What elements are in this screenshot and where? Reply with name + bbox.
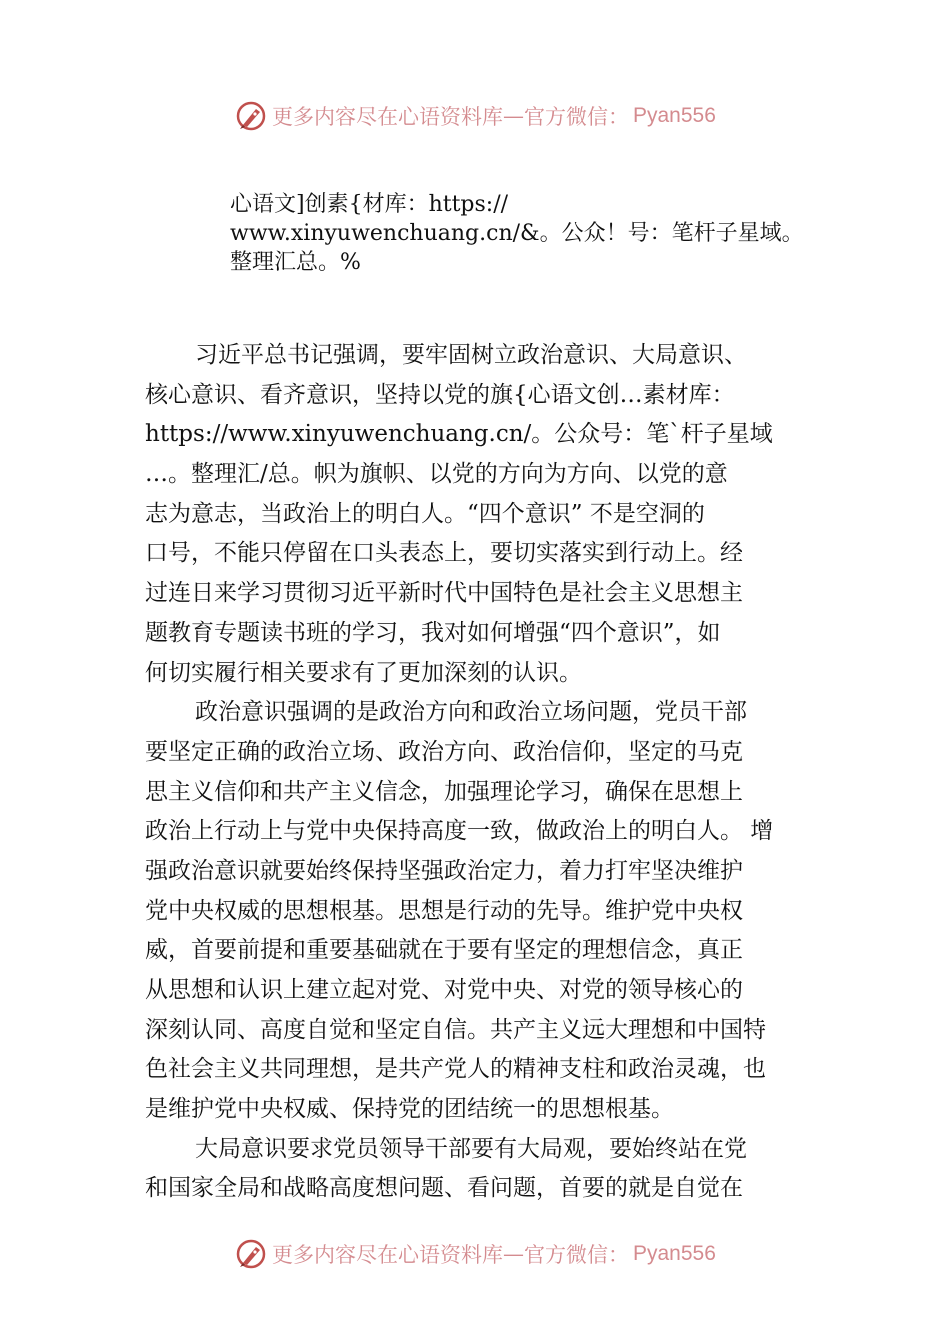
body-line: 志为意志，当政治上的明白人。“四个意识” 不是空洞的	[145, 500, 705, 527]
body-line: 是维护党中央权威、保持党的团结统一的思想根基。	[145, 1096, 674, 1123]
watermark-handle: Pyan556	[633, 1242, 716, 1265]
header-note-line: www.xinyuwenchuang.cn/&。公众！号：笔杆子星域。	[230, 221, 804, 246]
header-watermark	[234, 96, 716, 136]
body-line: 深刻认同、高度自觉和坚定自信。共产主义远大理想和中国特	[145, 1016, 766, 1043]
document-body	[145, 336, 835, 1209]
pen-nib-logo-icon	[234, 1237, 268, 1271]
body-line: 何切实履行相关要求有了更加深刻的认识。	[145, 659, 582, 686]
watermark-separator: —	[503, 1242, 524, 1266]
header-note-line: 整理汇总。%	[230, 250, 361, 275]
watermark-handle: Pyan556	[633, 104, 716, 127]
body-line: https://www.xinyuwenchuang.cn/。公众号：笔`杆子星域	[145, 421, 773, 448]
watermark-separator: —	[503, 104, 524, 128]
body-line: 核心意识、看齐意识，坚持以党的旗{心语文创…素材库：	[145, 381, 735, 408]
body-line: 政治上行动上与党中央保持高度一致，做政治上的明白人。 增	[145, 818, 774, 845]
body-line: 色社会主义共同理想，是共产党人的精神支柱和政治灵魂，也	[145, 1056, 766, 1083]
watermark-text: 更多内容尽在心语资料库	[272, 1243, 503, 1267]
body-line: 习近平总书记强调，要牢固树立政治意识、大局意识、	[195, 342, 747, 368]
pen-nib-logo-icon	[234, 99, 268, 133]
watermark-text: 更多内容尽在心语资料库	[272, 105, 503, 129]
body-line: 大局意识要求党员领导干部要有大局观，要始终站在党	[195, 1135, 747, 1162]
body-line: 政治意识强调的是政治方向和政治立场问题，党员干部	[195, 699, 747, 726]
body-line: 强政治意识就要始终保持坚强政治定力，着力打牢坚决维护	[145, 857, 743, 884]
footer-watermark	[234, 1234, 716, 1274]
body-line: 威，首要前提和重要基础就在于要有坚定的理想信念，真正	[145, 937, 743, 964]
watermark-wechat-label: 官方微信：	[524, 1243, 629, 1267]
body-line: 党中央权威的思想根基。思想是行动的先导。维护党中央权	[145, 897, 743, 924]
body-line: 和国家全局和战略高度想问题、看问题，首要的就是自觉在	[145, 1175, 743, 1202]
watermark-wechat-label: 官方微信：	[524, 105, 629, 129]
body-line: …。整理汇/总。帜为旗帜、以党的方向为方向、以党的意	[145, 461, 728, 488]
header-note	[230, 190, 850, 277]
header-note-line: 心语文]创素{材库：https://	[230, 192, 509, 217]
body-line: 要坚定正确的政治立场、政治方向、政治信仰，坚定的马克	[145, 738, 743, 765]
body-line: 思主义信仰和共产主义信念，加强理论学习，确保在思想上	[145, 778, 743, 805]
body-line: 过连日来学习贯彻习近平新时代中国特色是社会主义思想主	[145, 580, 743, 607]
body-line: 题教育专题读书班的学习，我对如何增强“四个意识”，如	[145, 619, 721, 646]
body-line: 口号，不能只停留在口头表态上，要切实落实到行动上。经	[145, 540, 743, 567]
body-line: 从思想和认识上建立起对党、对党中央、对党的领导核心的	[145, 977, 743, 1003]
